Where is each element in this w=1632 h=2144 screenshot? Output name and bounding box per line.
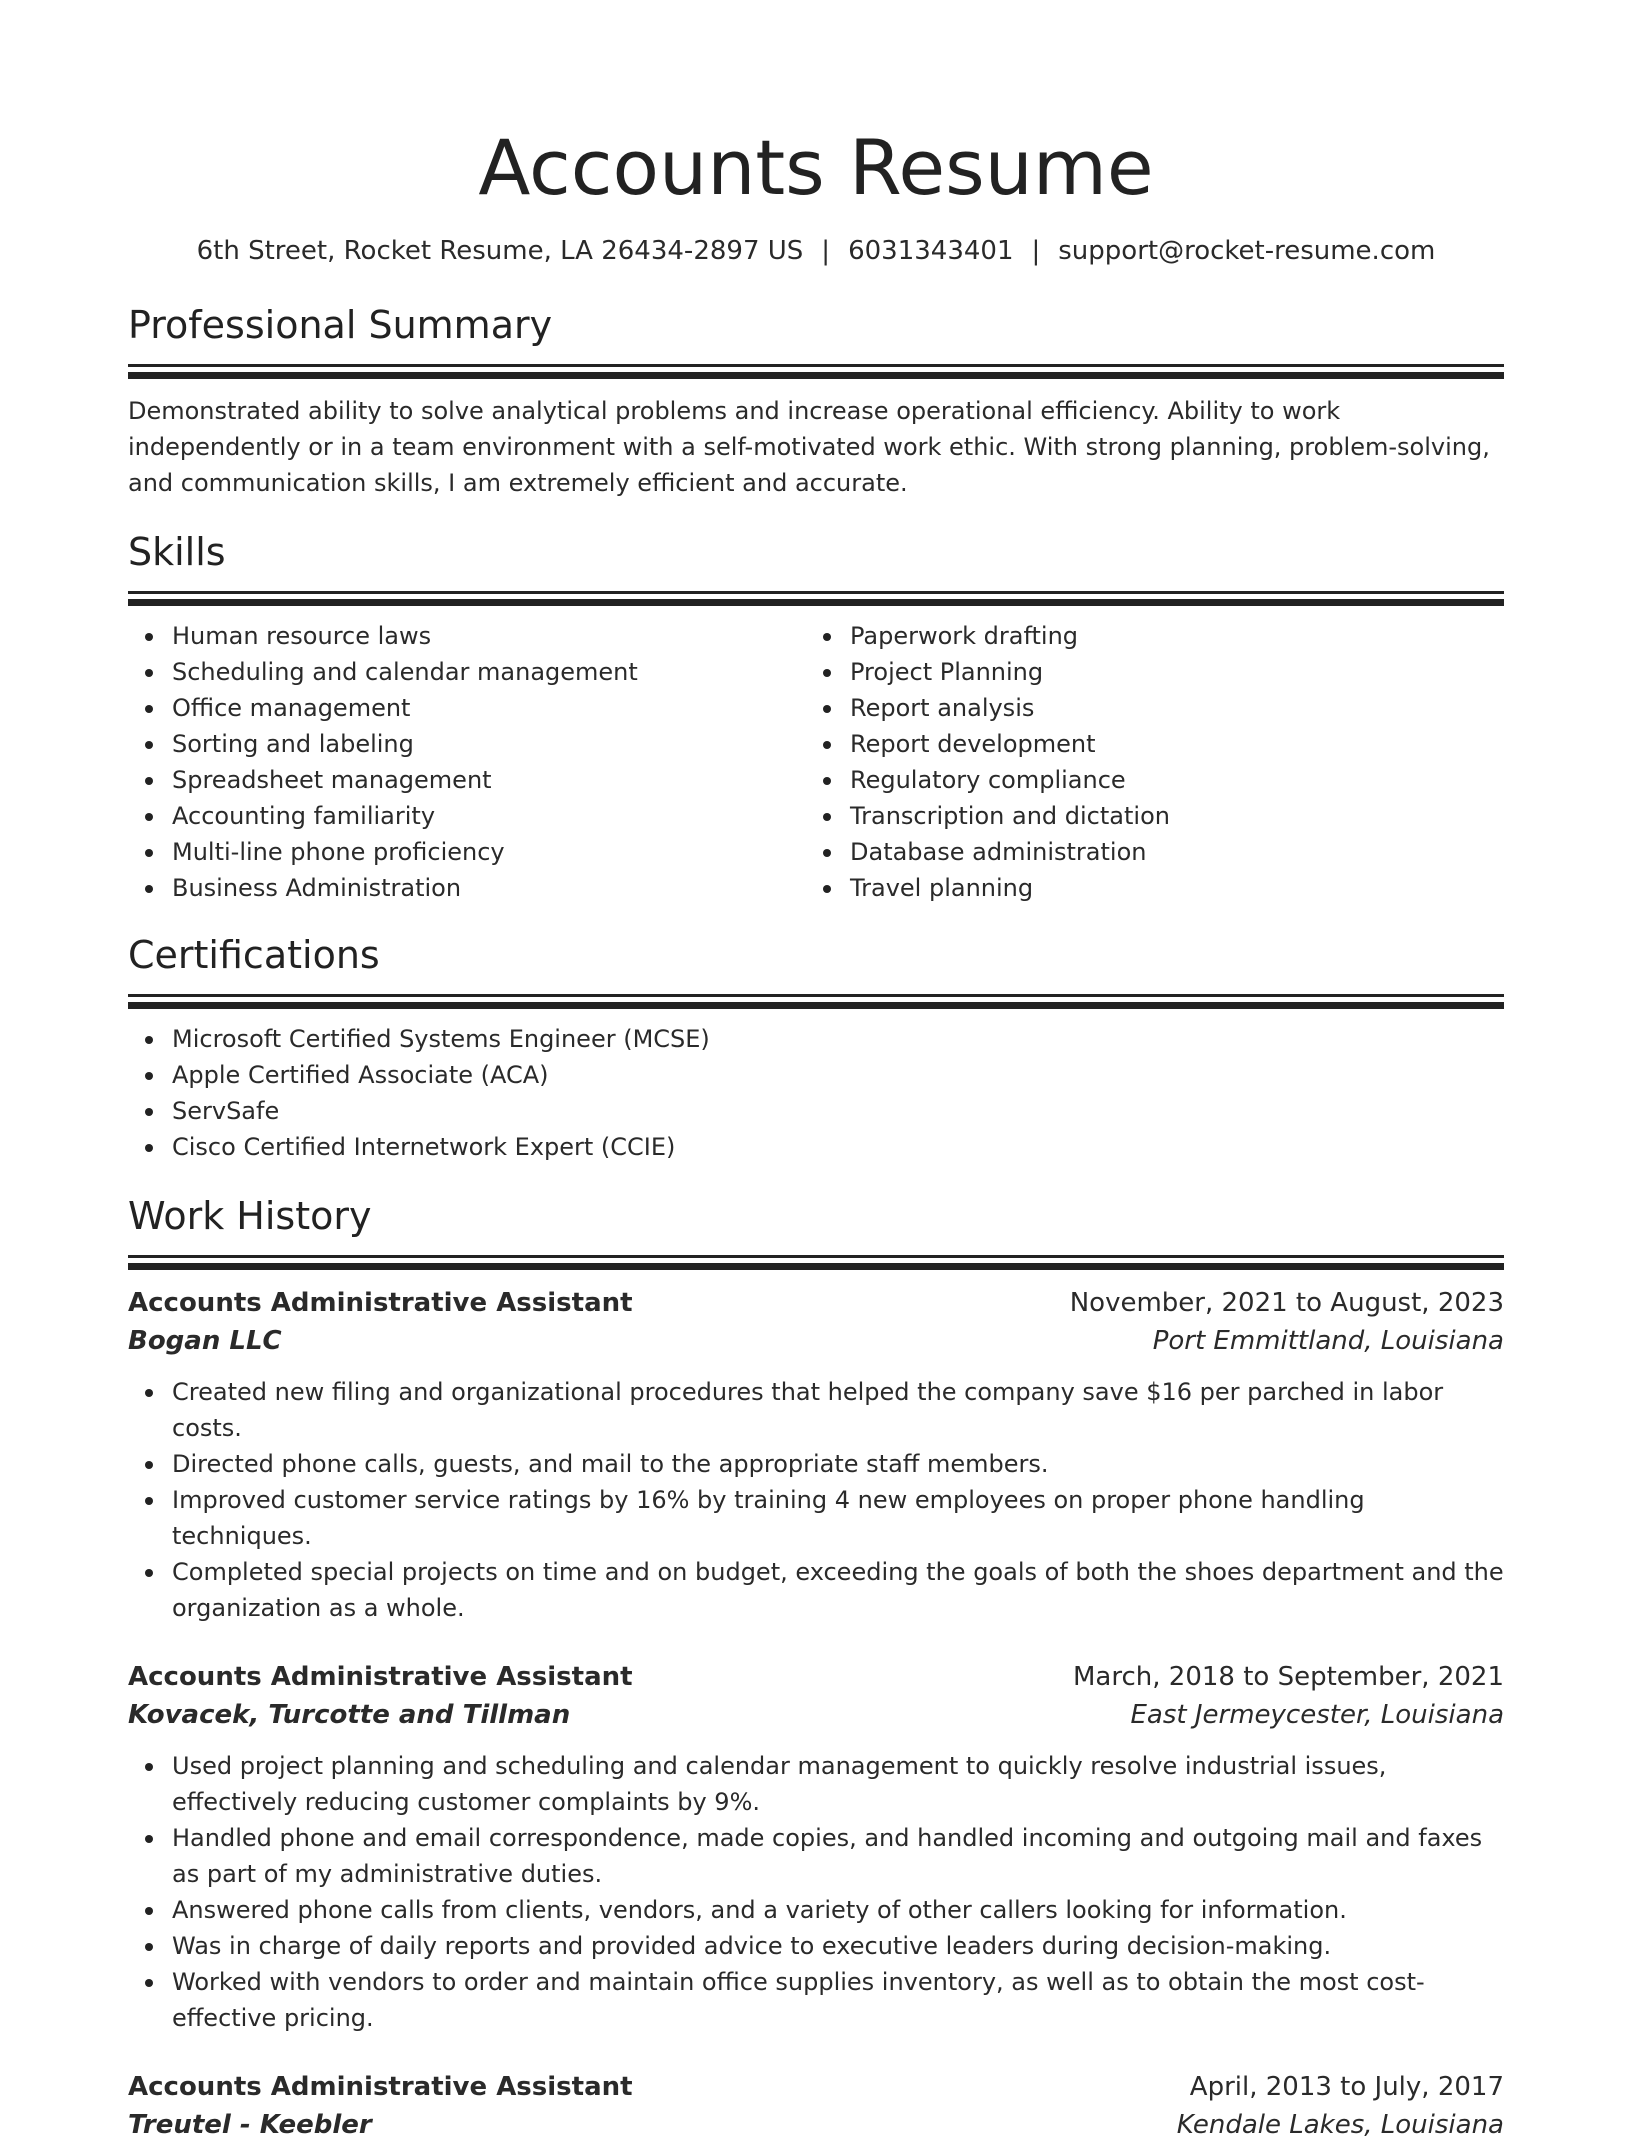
job-title: Accounts Administrative Assistant bbox=[128, 1662, 633, 1692]
job-company: Kovacek, Turcotte and Tillman bbox=[128, 1700, 571, 1730]
section-divider-thick bbox=[128, 1263, 1504, 1270]
skill-item: Report analysis bbox=[850, 690, 1484, 726]
job-duties-list bbox=[128, 1374, 1504, 1626]
job-list bbox=[128, 1284, 1504, 2144]
skill-item: Travel planning bbox=[850, 870, 1484, 906]
job-header-row bbox=[128, 1284, 1504, 1322]
contact-separator: | bbox=[821, 236, 831, 266]
job-duty-item: Handled phone and email correspondence, made copies, and handled incoming and outgoing mail and faxes as part of my administrative duties. bbox=[172, 1820, 1504, 1892]
contact-phone: 6031343401 bbox=[848, 236, 1014, 266]
job-duty-item: Was in charge of daily reports and provided advice to executive leaders during decision-making. bbox=[172, 1928, 1504, 1964]
section-divider bbox=[128, 591, 1504, 594]
job-header-row bbox=[128, 2068, 1504, 2106]
skill-item: Human resource laws bbox=[172, 618, 806, 654]
job-location: Kendale Lakes, Louisiana bbox=[1176, 2110, 1504, 2140]
job-dates: November, 2021 to August, 2023 bbox=[1069, 1288, 1504, 1318]
contact-address: 6th Street, Rocket Resume, LA 26434-2897 US bbox=[196, 236, 804, 266]
job-company-row bbox=[128, 1696, 1504, 1734]
section-divider-thick bbox=[128, 599, 1504, 606]
section-divider-thick bbox=[128, 1002, 1504, 1009]
section-divider-thick bbox=[128, 372, 1504, 379]
contact-separator: | bbox=[1031, 236, 1041, 266]
skills-section bbox=[128, 529, 1504, 906]
skill-item: Transcription and dictation bbox=[850, 798, 1484, 834]
skill-item: Accounting familiarity bbox=[172, 798, 806, 834]
job-duties-list bbox=[128, 1748, 1504, 2036]
job-dates: April, 2013 to July, 2017 bbox=[1189, 2072, 1504, 2102]
skill-item: Sorting and labeling bbox=[172, 726, 806, 762]
section-title-work-history: Work History bbox=[128, 1194, 372, 1238]
skill-item: Project Planning bbox=[850, 654, 1484, 690]
skills-columns bbox=[128, 606, 1504, 906]
section-divider bbox=[128, 1255, 1504, 1258]
section-divider bbox=[128, 364, 1504, 367]
certifications-list bbox=[128, 1021, 1504, 1165]
job-duty-item: Used project planning and scheduling and calendar management to quickly resolve industrial issues, effectively reducing customer complaints by 9%. bbox=[172, 1748, 1504, 1820]
summary-text: Demonstrated ability to solve analytical problems and increase operational efficiency. Ability to work independently or in a team environment with a self-motivated work ethic. With strong planning, problem-solving, and communication skills, I am extremely efficient and accurate. bbox=[128, 397, 1490, 497]
job-location: East Jermeycester, Louisiana bbox=[1130, 1700, 1504, 1730]
resume-title: Accounts Resume bbox=[478, 123, 1154, 212]
section-title-certifications: Certifications bbox=[128, 933, 380, 977]
certification-item: Microsoft Certified Systems Engineer (MCSE) bbox=[172, 1021, 1504, 1057]
skill-item: Scheduling and calendar management bbox=[172, 654, 806, 690]
job-title: Accounts Administrative Assistant bbox=[128, 2072, 633, 2102]
resume-page bbox=[128, 0, 1504, 2144]
job-entry bbox=[128, 1284, 1504, 1626]
skill-item: Business Administration bbox=[172, 870, 806, 906]
job-duty-item: Answered phone calls from clients, vendors, and a variety of other callers looking for information. bbox=[172, 1892, 1504, 1928]
job-location: Port Emmittland, Louisiana bbox=[1152, 1326, 1504, 1356]
contact-email: support@rocket-resume.com bbox=[1058, 236, 1436, 266]
certification-item: Cisco Certified Internetwork Expert (CCIE) bbox=[172, 1129, 1504, 1165]
job-duty-item: Worked with vendors to order and maintain office supplies inventory, as well as to obtain the most cost-effective pricing. bbox=[172, 1964, 1504, 2036]
skills-list-right bbox=[806, 618, 1484, 906]
job-header-row bbox=[128, 1658, 1504, 1696]
skill-item: Paperwork drafting bbox=[850, 618, 1484, 654]
skill-item: Office management bbox=[172, 690, 806, 726]
summary-section bbox=[128, 302, 1504, 501]
job-duty-item: Created new filing and organizational procedures that helped the company save $16 per parched in labor costs. bbox=[172, 1374, 1504, 1446]
section-divider bbox=[128, 994, 1504, 997]
job-company-row bbox=[128, 1322, 1504, 1360]
skill-item: Report development bbox=[850, 726, 1484, 762]
certification-item: Apple Certified Associate (ACA) bbox=[172, 1057, 1504, 1093]
section-title-skills: Skills bbox=[128, 530, 226, 574]
job-entry bbox=[128, 1658, 1504, 2036]
job-company: Treutel - Keebler bbox=[128, 2110, 372, 2140]
job-entry bbox=[128, 2068, 1504, 2144]
skills-list-left bbox=[128, 618, 806, 906]
certification-item: ServSafe bbox=[172, 1093, 1504, 1129]
certifications-section bbox=[128, 932, 1504, 1165]
skill-item: Database administration bbox=[850, 834, 1484, 870]
skill-item: Multi-line phone proficiency bbox=[172, 834, 806, 870]
skill-item: Spreadsheet management bbox=[172, 762, 806, 798]
job-company: Bogan LLC bbox=[128, 1326, 282, 1356]
job-duty-item: Directed phone calls, guests, and mail to the appropriate staff members. bbox=[172, 1446, 1504, 1482]
section-title-summary: Professional Summary bbox=[128, 303, 553, 347]
work-history-section bbox=[128, 1193, 1504, 2144]
job-title: Accounts Administrative Assistant bbox=[128, 1288, 633, 1318]
contact-line bbox=[128, 234, 1504, 268]
skill-item: Regulatory compliance bbox=[850, 762, 1484, 798]
job-dates: March, 2018 to September, 2021 bbox=[1073, 1662, 1504, 1692]
job-duty-item: Completed special projects on time and on budget, exceeding the goals of both the shoes department and the organization as a whole. bbox=[172, 1554, 1504, 1626]
job-duty-item: Improved customer service ratings by 16% by training 4 new employees on proper phone handling techniques. bbox=[172, 1482, 1504, 1554]
